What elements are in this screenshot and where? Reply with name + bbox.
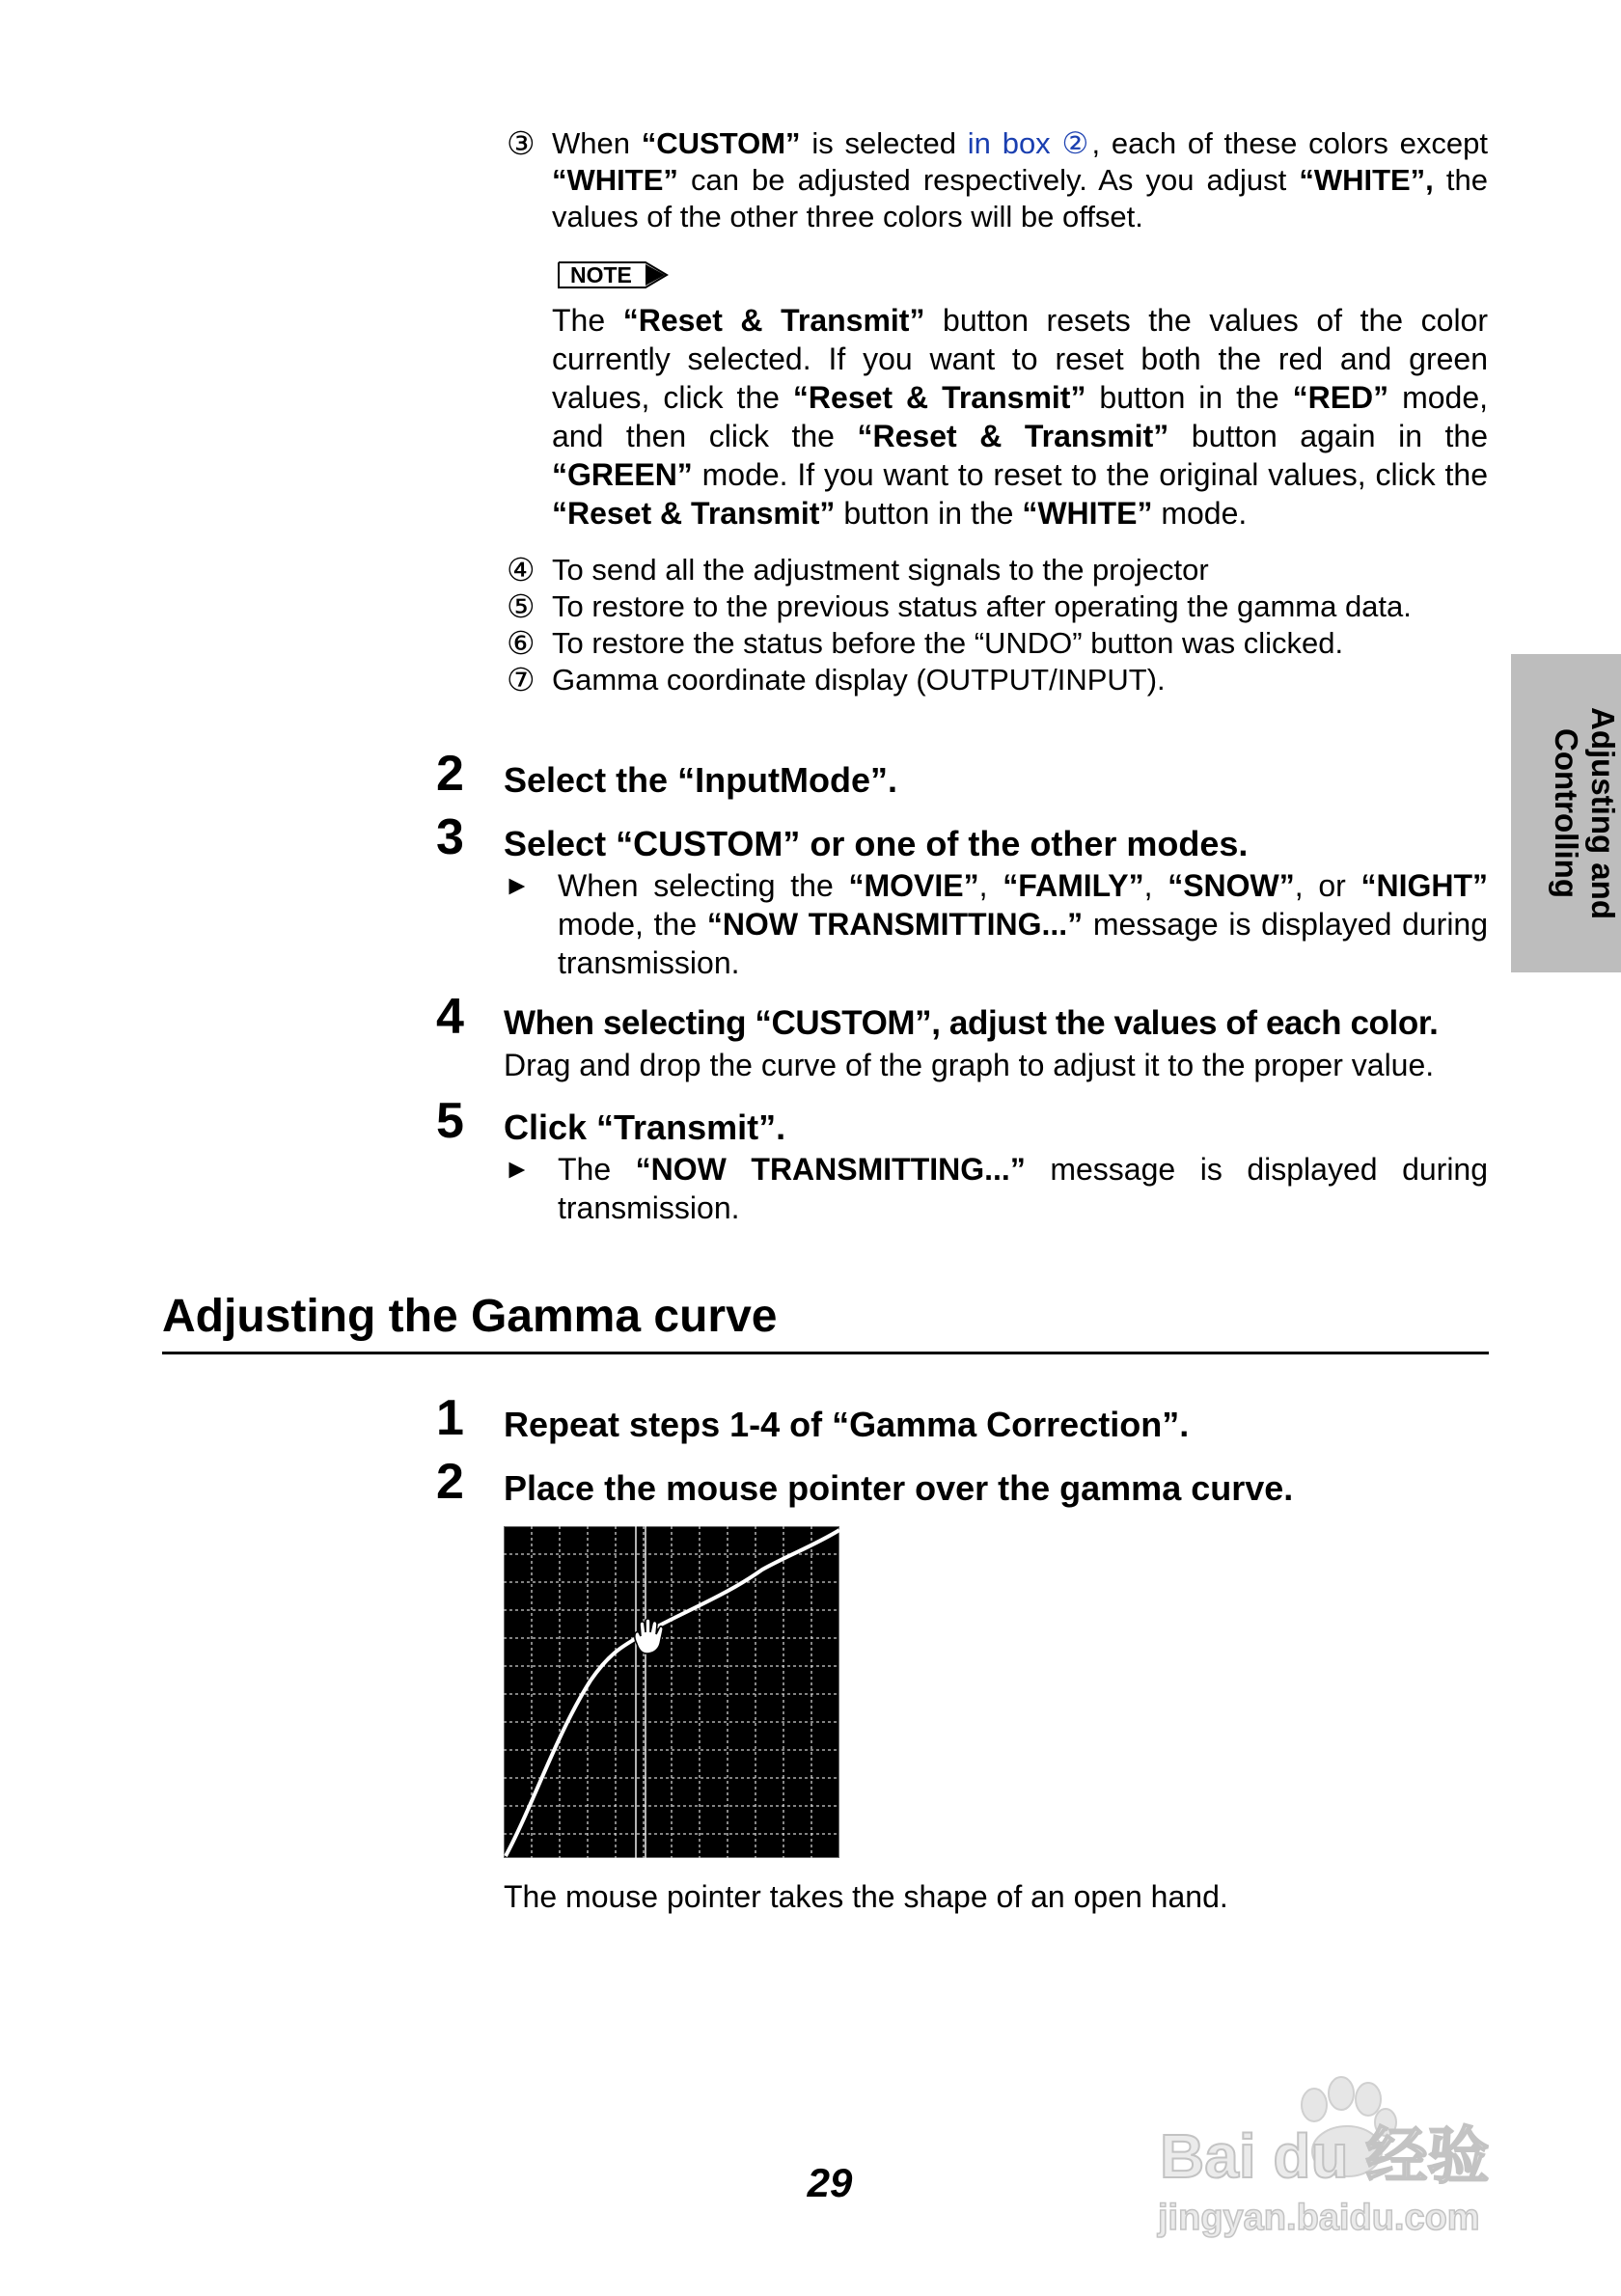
step-2-number: 2 [436,746,464,802]
item-3-text: When “CUSTOM” is selected in box ②, each of these colors except “WHITE” can be adjusted respectively. As you adjust “WHITE”, the values of the other three colors will be offset. [552,126,1488,233]
item-5-text: To restore to the previous status after operating the gamma data. [552,589,1412,623]
graph-caption: The mouse pointer takes the shape of an open hand. [504,1879,1228,1914]
gamma-step-2-number: 2 [436,1454,464,1510]
item-3-marker: ③ [507,125,536,161]
watermark-brand: Bai du 经验 [1160,2121,1490,2191]
gamma-step-1-title: Repeat steps 1-4 of “Gamma Correction”. [504,1405,1190,1444]
side-tab-line-2: Controlling [1549,728,1584,898]
gamma-curve-graph[interactable] [504,1526,839,1858]
step-5-bullet-icon: ► [504,1154,531,1184]
step-5-number: 5 [436,1093,464,1149]
item-6-text: To restore the status before the “UNDO” button was clicked. [552,626,1344,660]
watermark-url: jingyan.baidu.com [1158,2198,1480,2238]
step-2-title: Select the “InputMode”. [504,760,898,800]
step-4-number: 4 [436,989,464,1045]
item-5-marker: ⑤ [507,588,536,624]
item-7-text: Gamma coordinate display (OUTPUT/INPUT). [552,663,1166,697]
step-5-note: The “NOW TRANSMITTING...” message is displayed during transmission. [558,1152,1489,1225]
step-3-number: 3 [436,809,464,865]
item-4-marker: ④ [507,552,536,588]
section-title: Adjusting the Gamma curve [162,1291,778,1342]
section-divider [162,1352,1489,1354]
step-3-note: When selecting the “MOVIE”, “FAMILY”, “SNOW”, or “NIGHT” mode, the “NOW TRANSMITTING...” message is displayed during transmission. [558,868,1489,980]
gamma-step-2-title: Place the mouse pointer over the gamma curve. [504,1468,1294,1508]
item-4-text: To send all the adjustment signals to the projector [552,553,1209,587]
baidu-watermark [1148,2055,1534,2248]
side-tab-line-1: Adjusting and [1585,707,1621,919]
item-7-marker: ⑦ [507,662,536,697]
step-5-title: Click “Transmit”. [504,1107,786,1147]
note-text: The “Reset & Transmit” button resets the values of the color currently selected. If you want to reset both the red and green values, click the “Reset & Transmit” button in the “RED” mode, and then click the “Reset & Transmit” button again in the “GREEN” mode. If you want to reset to the original values, click the “Reset & Transmit” button in the “WHITE” mode. [552,303,1489,531]
step-3-bullet-icon: ► [504,870,531,900]
side-tab [1511,654,1621,972]
box-2-link[interactable]: in box ② [967,126,1092,160]
step-4-body: Drag and drop the curve of the graph to adjust it to the proper value. [504,1048,1435,1082]
step-3-title: Select “CUSTOM” or one of the other modes. [504,824,1249,863]
item-6-marker: ⑥ [507,625,536,661]
gamma-step-1-number: 1 [436,1390,464,1446]
note-label: NOTE [557,260,671,289]
step-4-title: When selecting “CUSTOM”, adjust the values of each color. [504,1004,1439,1042]
page-number: 29 [807,2160,853,2205]
